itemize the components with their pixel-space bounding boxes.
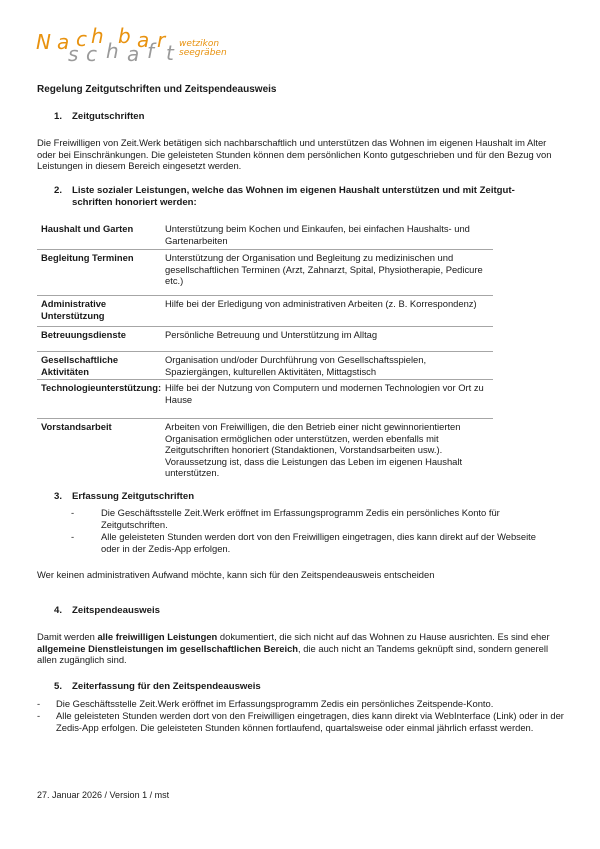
service-description: Arbeiten von Freiwilligen, die den Betrieb einer nicht gewinnorientierten Organisation ermöglichen oder unterstützen, werden ebenfalls mit Zeitgutschriften honoriert (Standaktionen, Vorstandsarbeiten usw.). Voraussetzung ist, dass die Leistungen das Leben im eigenen Haushalt unterstützen. xyxy=(165,421,463,479)
table-row xyxy=(37,295,493,327)
service-description: Unterstützung der Organisation und Begleitung zu medizinischen und gesellschaftlichen Terminen (Arzt, Zahnarzt, Spital, Physiotherapie, Pedicure etc.) xyxy=(165,252,483,287)
nachbarschaft-logo xyxy=(36,24,236,72)
logo-tagline-seegraeben: seegräben xyxy=(179,48,227,58)
section-5-heading: 5. Zeiterfassung für den Zeitspendeausweis xyxy=(54,681,261,692)
section-4-heading: 4. Zeitspendeausweis xyxy=(54,605,160,616)
service-description: Hilfe bei der Nutzung von Computern und modernen Technologien vor Ort zu Hause xyxy=(165,382,484,405)
section-3-note: Wer keinen administrativen Aufwand möchte, kann sich für den Zeitspendeausweis entscheiden xyxy=(37,569,435,580)
logo-letter: r xyxy=(157,28,166,52)
service-description: Unterstützung beim Kochen und Einkaufen, bei einfachen Haushalts- und Gartenarbeiten xyxy=(165,223,470,246)
logo-letter: b xyxy=(118,24,131,48)
section-4-body: Damit werden alle freiwilligen Leistungen dokumentiert, die sich nicht auf das Wohnen zu Hause ausrichten. Es sind eher allgemeine Dienstleistungen im gesellschaftlichen Bereich, die auch nicht an Tandems geknüpft sind, sondern generell allen zugänglich sind. xyxy=(37,631,550,666)
logo-letter: a xyxy=(137,28,150,52)
logo-letter: s xyxy=(68,42,79,66)
dash-bullet-icon: - xyxy=(37,698,41,709)
service-label: Gesellschaftliche Aktivitäten xyxy=(41,354,119,377)
logo-letter: h xyxy=(106,39,119,63)
section-3-heading: 3. Erfassung Zeitgutschriften xyxy=(54,491,195,502)
document-title: Regelung Zeitgutschriften und Zeitspendeausweis xyxy=(37,84,277,95)
service-label: Begleitung Terminen xyxy=(41,252,134,263)
table-row xyxy=(37,249,493,295)
logo-letter: h xyxy=(91,24,104,48)
table-row xyxy=(37,326,493,351)
section-2-heading: 2. Liste sozialer Leistungen, welche das Wohnen im eigenen Haushalt unterstützen und mit Zeitgut- schriften honoriert werden: xyxy=(54,185,515,208)
logo-letter: c xyxy=(86,42,97,66)
service-description: Persönliche Betreuung und Unterstützung im Alltag xyxy=(165,329,378,340)
service-label: Vorstandsarbeit xyxy=(41,421,112,432)
service-description: Organisation und/oder Durchführung von Gesellschaftsspielen, Spaziergängen, kulturellen Aktivitäten, Mittagstisch xyxy=(165,354,427,377)
footer-date-version: 27. Januar 2026 / Version 1 / mst xyxy=(37,790,170,800)
dash-bullet-icon: - xyxy=(37,710,41,721)
dash-bullet-icon: - xyxy=(71,531,75,542)
logo-letter: c xyxy=(76,27,87,51)
table-row xyxy=(37,221,493,249)
document-page: N a c h b a r s c h a f t wetzikon seegräben Regelung Zeitgutschriften und Zeitspendeausweis 1. Zeitgutschriften Die Freiwilligen von Zeit.Werk betätigen sich nachbarschaftlich und unterstützen das Wohnen im eigenen Haushalt im Alter oder bei Einschränkungen. Die geleisteten Stunden können dem persönlichen Konto gutgeschrieben und für den Bezug von Leistungen in diesem Bereich eingesetzt werden. 2. Liste sozialer Leistungen, welche das Wohnen im eigenen Haushalt unterstützen und mit Zeitgut- schriften honoriert werden: Haushalt und Garten Unterstützung beim Kochen und Einkaufen, bei einfachen Haushalts- und Gartenarbeiten Begleitung Terminen Unterstützung der Organisation und Begleitung zu medizinischen und gesellschaftlichen Terminen (Arzt, Zahnarzt, Spital, Physiotherapie, Pedicure etc.) Administrative Unterstützung Hilfe bei der Erledigung von administrativen Arbeiten (z. B. Korrespondenz) Betreuungsdienste Persönliche Betreuung und Unterstützung im Alltag Gesellschaftliche Aktivitäten Organisation und/oder Durchführung von Gesellschaftsspielen, Spaziergängen, kulturellen Aktivitäten, Mittagstisch Technologieunterstützung: Hilfe bei der Nutzung von Computern und modernen Technologien vor Ort zu Hause Vorstandsarbeit Arbeiten von Freiwilligen, die den Betrieb einer nicht gewinnorientierten Organisation ermöglichen oder unterstützen, werden ebenfalls mit Zeitgutschriften honoriert (Standaktionen, Vorstandsarbeiten usw.). Voraussetzung ist, dass die Leistungen das Leben im eigenen Haushalt unterstützen. 3. Erfassung Zeitgutschriften - Die Geschäftsstelle Zeit.Werk eröffnet im Erfassungsprogramm Zedis ein persönliches Konto für Zeitgutschriften. - Alle geleisteten Stunden werden dort von den Freiwilligen eingetragen, dies kann direkt auf der Webseite oder in der Zedis-App erfolgen. Wer keinen administrativen Aufwand möchte, kann sich für den Zeitspendeausweis entscheiden 4. Zeitspendeausweis Damit werden alle freiwilligen Leistungen dokumentiert, die sich nicht auf das Wohnen zu Hause ausrichten. Es sind eher allgemeine Dienstleistungen im gesellschaftlichen Bereich, die auch nicht an Tandems geknüpft sind, sondern generell allen zugänglich sind. 5. Zeiterfassung für den Zeitspendeausweis - Die Geschäftsstelle Zeit.Werk eröffnet im Erfassungsprogramm Zedis ein persönliches Zeitspende-Konto. - Alle geleisteten Stunden werden dort von den Freiwilligen eingetragen, dies kann direkt via WebInterface (Link) oder in der Zedis-App erfolgen. Die geleisteten Stunden können fortlaufend, quartalsweise oder einmal jährlich erfasst werden. 27. Januar 2026 / Version 1 / mst xyxy=(0,0,600,849)
logo-letter: N xyxy=(36,30,51,54)
table-row xyxy=(37,379,493,418)
logo-letter: t xyxy=(166,41,174,65)
logo-letter: a xyxy=(127,42,140,66)
table-row xyxy=(37,351,493,380)
section-1-heading: 1. Zeitgutschriften xyxy=(54,111,145,122)
dash-bullet-icon: - xyxy=(71,507,75,518)
service-label: Administrative Unterstützung xyxy=(41,298,107,321)
logo-tagline-wetzikon: wetzikon xyxy=(179,39,220,49)
service-label: Betreuungsdienste xyxy=(41,329,126,340)
service-label: Haushalt und Garten xyxy=(41,223,134,234)
service-description: Hilfe bei der Erledigung von administrativen Arbeiten (z. B. Korrespondenz) xyxy=(165,298,477,309)
table-row xyxy=(37,418,493,485)
logo-letter: a xyxy=(57,30,70,54)
logo-letter: f xyxy=(147,39,155,63)
section-1-body: Die Freiwilligen von Zeit.Werk betätigen sich nachbarschaftlich und unterstützen das Wohnen im eigenen Haushalt im Alter oder bei Einschränkungen. Die geleisteten Stunden können dem persönlichen Konto gutgeschrieben und für den Bezug von Leistungen in diesem Bereich eingesetzt werden. xyxy=(37,137,552,172)
service-label: Technologieunterstützung: xyxy=(41,382,162,393)
